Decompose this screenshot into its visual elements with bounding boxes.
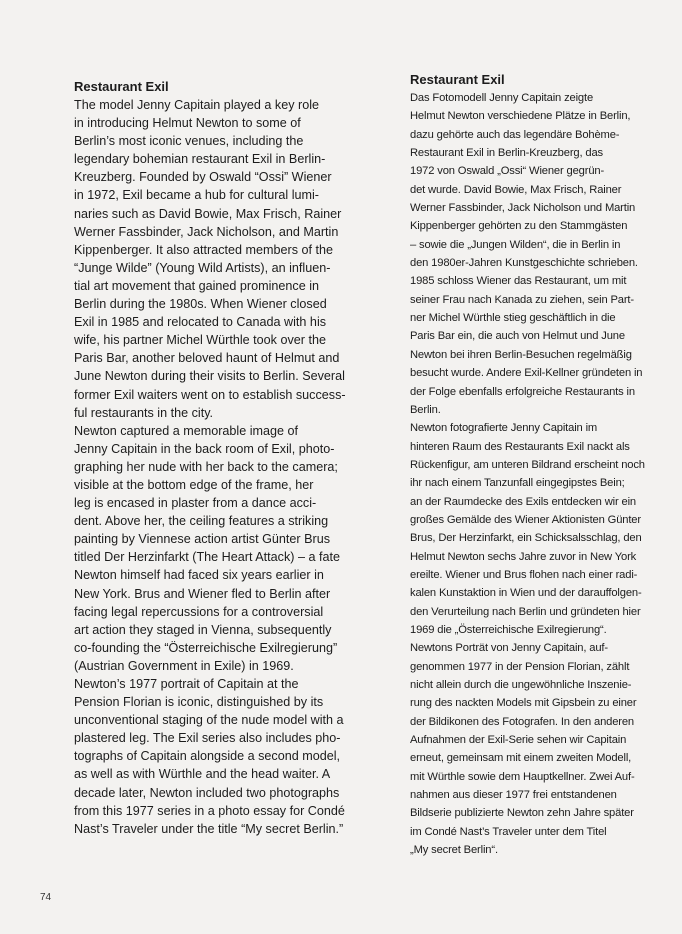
english-column bbox=[74, 78, 390, 838]
english-paragraph-3: Newton’s 1977 portrait of Capitain at the Pension Florian is iconic, distinguished by its unconventional staging of the nude model with a plastered leg. The Exil series also includes pho- tographs of Capitain alongside a second model, as well as with Würthle and the head waiter. A decade later, Newton included two photographs from this 1977 series in a photo essay for Condé Nast’s Traveler under the title “My secret Berlin.” bbox=[74, 677, 345, 836]
german-paragraph-3: Newtons Porträt von Jenny Capitain, auf- genommen 1977 in der Pension Florian, zählt nicht allein durch die ungewöhnliche Inszenie- rung des nackten Models mit Gipsbein zu einer der Bildikonen des Fotografen. In den anderen Aufnahmen der Exil-Serie sehen wir Capitain erneut, gemeinsam mit einem zweiten Modell, mit Würthle sowie dem Hauptkellner. Zwei Auf- nahmen aus dieser 1977 frei entstandenen Bildserie publizierte Newton zehn Jahre später im Condé Nast’s Traveler unter dem Titel „My secret Berlin“. bbox=[410, 642, 637, 857]
german-column bbox=[410, 71, 660, 859]
english-paragraph-1: The model Jenny Capitain played a key role in introducing Helmut Newton to some of Berlin’s most iconic venues, including the legendary bohemian restaurant Exil in Berlin- Kreuzberg. Founded by Oswald “Ossi” Wiener in 1972, Exil became a hub for cultural lumi- naries such as David Bowie, Max Frisch, Rainer Werner Fassbinder, Jack Nicholson, and Martin Kippenberger. It also attracted members of the “Junge Wilde” (Young Wild Artists), an influen- tial art movement that gained prominence in Berlin during the 1980s. When Wiener closed Exil in 1985 and relocated to Canada with his wife, his partner Michel Würthle took over the Paris Bar, another beloved haunt of Helmut and June Newton during their visits to Berlin. Several former Exil waiters went on to establish success- ful restaurants in the city. bbox=[74, 98, 346, 420]
english-heading: Restaurant Exil bbox=[74, 79, 169, 94]
german-paragraph-1: Das Fotomodell Jenny Capitain zeigte Helmut Newton verschiedene Plätze in Berlin, dazu gehörte auch das legendäre Bohème- Restaurant Exil in Berlin-Kreuzberg, das 1972 von Oswald „Ossi“ Wiener gegrün- det wurde. David Bowie, Max Frisch, Rainer Werner Fassbinder, Jack Nicholson und Martin Kippenberger gehörten zu den Stammgästen – sowie die „Jungen Wilden“, die in Berlin in den 1980er-Jahren Kunstgeschichte schrieben. 1985 schloss Wiener das Restaurant, um mit seiner Frau nach Kanada zu ziehen, sein Part- ner Michel Würthle stieg geschäftlich in die Paris Bar ein, die auch von Helmut und June Newton bei ihren Berlin-Besuchen regelmäßig besucht wurde. Andere Exil-Kellner gründeten in der Folge ebenfalls erfolgreiche Restaurants in Berlin. bbox=[410, 92, 643, 416]
german-heading: Restaurant Exil bbox=[410, 72, 505, 87]
english-paragraph-2: Newton captured a memorable image of Jenny Capitain in the back room of Exil, photo- graphing her nude with her back to the camera; visible at the bottom edge of the frame, her leg is encased in plaster from a dance acci- dent. Above her, the ceiling features a striking painting by Viennese action artist Günter Brus titled Der Herzinfarkt (The Heart Attack) – a fate Newton himself had faced six years earlier in New York. Brus and Wiener fled to Berlin after facing legal repercussions for a controversial art action they staged in Vienna, subsequently co-founding the “Österreichische Exilregierung” (Austrian Government in Exile) in 1969. bbox=[74, 423, 340, 673]
german-paragraph-2: Newton fotografierte Jenny Capitain im hinteren Raum des Restaurants Exil nackt als Rückenfigur, am unteren Bildrand erscheint noch ihr nach einem Tanzunfall eingegipstes Bein; an der Raumdecke des Exils entdecken wir ein großes Gemälde des Wiener Aktionisten Günter Brus, Der Herzinfarkt, ein Schicksalsschlag, den Helmut Newton sechs Jahre zuvor in New York ereilte. Wiener und Brus flohen nach einer radi- kalen Kunstaktion in Wien und der darauffolgen- den Verurteilung nach Berlin und gründeten hier 1969 die „Österreichische Exilregierung“. bbox=[410, 422, 645, 636]
page-number: 74 bbox=[40, 892, 52, 903]
